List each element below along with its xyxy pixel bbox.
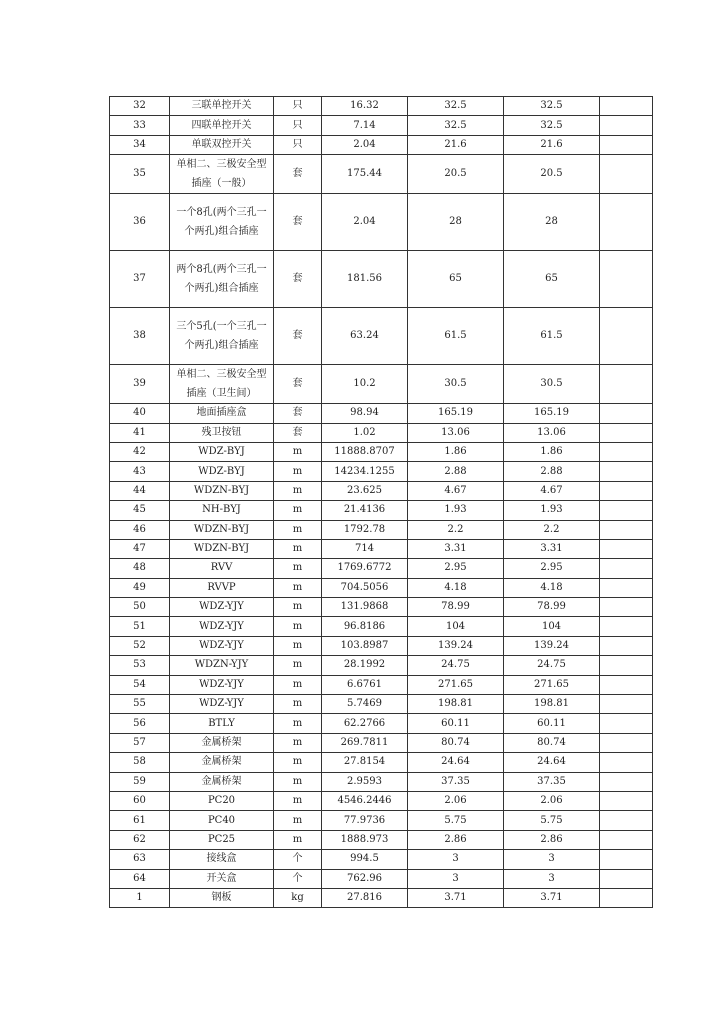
cell-item-name: 地面插座盒: [170, 404, 274, 423]
cell-item-name: WDZ-BYJ: [170, 462, 274, 481]
cell-quantity: 1792.78: [322, 520, 408, 539]
table-row: [110, 501, 653, 520]
cell-item-name: WDZ-YJY: [170, 695, 274, 714]
cell-number: 40: [110, 404, 170, 423]
cell-price-2: 3.71: [504, 888, 600, 907]
cell-unit-price: 2.06: [408, 791, 504, 810]
cell-item-name: 开关盒: [170, 869, 274, 888]
cell-unit: m: [274, 442, 322, 461]
cell-item-name: WDZ-YJY: [170, 617, 274, 636]
cell-price-2: 80.74: [504, 733, 600, 752]
cell-price-2: 65: [504, 251, 600, 308]
cell-item-name: WDZ-YJY: [170, 598, 274, 617]
cell-item-name: WDZ-BYJ: [170, 442, 274, 461]
cell-item-name: PC25: [170, 830, 274, 849]
cell-number: 46: [110, 520, 170, 539]
cell-number: 53: [110, 656, 170, 675]
cell-unit: 只: [274, 97, 322, 116]
table-row: [110, 135, 653, 154]
cell-quantity: 1.02: [322, 423, 408, 442]
cell-item-name: 钢板: [170, 888, 274, 907]
cell-quantity: 96.8186: [322, 617, 408, 636]
cell-number: 57: [110, 733, 170, 752]
cell-quantity: 2.9593: [322, 772, 408, 791]
cell-price-2: 32.5: [504, 116, 600, 135]
cell-unit-price: 60.11: [408, 714, 504, 733]
cell-price-2: 24.75: [504, 656, 600, 675]
table-row: [110, 194, 653, 251]
table-row: [110, 423, 653, 442]
cell-price-2: 60.11: [504, 714, 600, 733]
table-row: [110, 714, 653, 733]
cell-unit-price: 24.75: [408, 656, 504, 675]
cell-item-name: WDZN-BYJ: [170, 481, 274, 500]
table-row: [110, 598, 653, 617]
cell-unit: m: [274, 733, 322, 752]
table-row: [110, 520, 653, 539]
cell-number: 54: [110, 675, 170, 694]
cell-number: 39: [110, 365, 170, 404]
cell-number: 44: [110, 481, 170, 500]
cell-price-2: 3.31: [504, 539, 600, 558]
cell-price-2: 32.5: [504, 97, 600, 116]
cell-empty: [600, 135, 653, 154]
cell-number: 52: [110, 636, 170, 655]
cell-empty: [600, 850, 653, 869]
cell-price-2: 2.06: [504, 791, 600, 810]
table-row: [110, 617, 653, 636]
cell-number: 38: [110, 308, 170, 365]
cell-quantity: 994.5: [322, 850, 408, 869]
table-row: [110, 539, 653, 558]
cell-number: 48: [110, 559, 170, 578]
cell-price-2: 20.5: [504, 155, 600, 194]
cell-empty: [600, 404, 653, 423]
cell-item-name: PC40: [170, 811, 274, 830]
cell-unit: m: [274, 539, 322, 558]
cell-number: 59: [110, 772, 170, 791]
cell-item-name: 单相二、三极安全型插座（一般）: [170, 155, 274, 194]
cell-empty: [600, 501, 653, 520]
cell-unit-price: 21.6: [408, 135, 504, 154]
cell-empty: [600, 869, 653, 888]
cell-unit: m: [274, 617, 322, 636]
cell-unit-price: 4.18: [408, 578, 504, 597]
cell-item-name: 一个8孔(两个三孔一个两孔)组合插座: [170, 194, 274, 251]
cell-empty: [600, 695, 653, 714]
cell-quantity: 5.7469: [322, 695, 408, 714]
cell-number: 33: [110, 116, 170, 135]
cell-empty: [600, 811, 653, 830]
table-row: [110, 830, 653, 849]
cell-item-name: WDZN-YJY: [170, 656, 274, 675]
cell-unit-price: 139.24: [408, 636, 504, 655]
cell-unit: m: [274, 501, 322, 520]
cell-item-name: NH-BYJ: [170, 501, 274, 520]
cell-unit: m: [274, 675, 322, 694]
cell-item-name: WDZ-YJY: [170, 675, 274, 694]
cell-number: 45: [110, 501, 170, 520]
table-row: [110, 559, 653, 578]
cell-unit: 个: [274, 850, 322, 869]
table-row: [110, 811, 653, 830]
cell-item-name: WDZ-YJY: [170, 636, 274, 655]
cell-quantity: 27.8154: [322, 753, 408, 772]
cell-price-2: 2.86: [504, 830, 600, 849]
cell-unit-price: 2.95: [408, 559, 504, 578]
cell-unit-price: 37.35: [408, 772, 504, 791]
cell-number: 1: [110, 888, 170, 907]
cell-empty: [600, 772, 653, 791]
cell-quantity: 63.24: [322, 308, 408, 365]
cell-quantity: 16.32: [322, 97, 408, 116]
materials-table: [109, 96, 653, 908]
cell-quantity: 98.94: [322, 404, 408, 423]
cell-price-2: 24.64: [504, 753, 600, 772]
cell-unit-price: 1.93: [408, 501, 504, 520]
cell-price-2: 4.67: [504, 481, 600, 500]
cell-unit: 套: [274, 423, 322, 442]
cell-unit-price: 4.67: [408, 481, 504, 500]
cell-empty: [600, 791, 653, 810]
table-row: [110, 462, 653, 481]
cell-price-2: 198.81: [504, 695, 600, 714]
cell-unit: m: [274, 598, 322, 617]
table-row: [110, 578, 653, 597]
cell-unit: m: [274, 753, 322, 772]
cell-item-name: BTLY: [170, 714, 274, 733]
table-row: [110, 116, 653, 135]
cell-unit-price: 271.65: [408, 675, 504, 694]
cell-quantity: 4546.2446: [322, 791, 408, 810]
table-row: [110, 442, 653, 461]
cell-price-2: 3: [504, 869, 600, 888]
cell-item-name: 金属桥架: [170, 772, 274, 791]
table-row: [110, 481, 653, 500]
cell-unit-price: 30.5: [408, 365, 504, 404]
cell-number: 36: [110, 194, 170, 251]
cell-price-2: 21.6: [504, 135, 600, 154]
cell-quantity: 1888.973: [322, 830, 408, 849]
cell-empty: [600, 753, 653, 772]
cell-unit-price: 3: [408, 850, 504, 869]
cell-unit: 套: [274, 194, 322, 251]
cell-number: 41: [110, 423, 170, 442]
cell-quantity: 77.9736: [322, 811, 408, 830]
cell-unit-price: 198.81: [408, 695, 504, 714]
cell-price-2: 1.93: [504, 501, 600, 520]
cell-number: 60: [110, 791, 170, 810]
table-row: [110, 404, 653, 423]
cell-quantity: 14234.1255: [322, 462, 408, 481]
cell-number: 32: [110, 97, 170, 116]
table-row: [110, 675, 653, 694]
cell-unit-price: 165.19: [408, 404, 504, 423]
cell-unit: m: [274, 481, 322, 500]
cell-price-2: 61.5: [504, 308, 600, 365]
cell-unit-price: 2.86: [408, 830, 504, 849]
cell-empty: [600, 194, 653, 251]
cell-unit: kg: [274, 888, 322, 907]
cell-number: 51: [110, 617, 170, 636]
cell-empty: [600, 559, 653, 578]
cell-empty: [600, 656, 653, 675]
table-row: [110, 97, 653, 116]
cell-number: 58: [110, 753, 170, 772]
cell-unit: m: [274, 636, 322, 655]
cell-unit: 套: [274, 404, 322, 423]
cell-item-name: 单相二、三极安全型插座（卫生间）: [170, 365, 274, 404]
cell-unit-price: 1.86: [408, 442, 504, 461]
table-row: [110, 155, 653, 194]
cell-quantity: 714: [322, 539, 408, 558]
cell-unit: m: [274, 791, 322, 810]
cell-empty: [600, 539, 653, 558]
cell-unit: m: [274, 656, 322, 675]
cell-empty: [600, 365, 653, 404]
cell-item-name: 金属桥架: [170, 753, 274, 772]
cell-quantity: 1769.6772: [322, 559, 408, 578]
cell-unit-price: 24.64: [408, 753, 504, 772]
cell-number: 64: [110, 869, 170, 888]
cell-number: 50: [110, 598, 170, 617]
cell-number: 42: [110, 442, 170, 461]
cell-unit-price: 65: [408, 251, 504, 308]
cell-empty: [600, 308, 653, 365]
cell-unit: 个: [274, 869, 322, 888]
cell-empty: [600, 714, 653, 733]
cell-number: 63: [110, 850, 170, 869]
cell-unit-price: 2.88: [408, 462, 504, 481]
cell-number: 62: [110, 830, 170, 849]
cell-price-2: 1.86: [504, 442, 600, 461]
table-row: [110, 850, 653, 869]
cell-item-name: 三个5孔(一个三孔一个两孔)组合插座: [170, 308, 274, 365]
cell-unit: 套: [274, 308, 322, 365]
cell-unit: m: [274, 830, 322, 849]
cell-unit: m: [274, 714, 322, 733]
cell-quantity: 28.1992: [322, 656, 408, 675]
cell-quantity: 2.04: [322, 194, 408, 251]
cell-empty: [600, 442, 653, 461]
cell-unit: m: [274, 695, 322, 714]
cell-empty: [600, 251, 653, 308]
cell-quantity: 704.5056: [322, 578, 408, 597]
cell-quantity: 23.625: [322, 481, 408, 500]
cell-item-name: 四联单控开关: [170, 116, 274, 135]
cell-quantity: 6.6761: [322, 675, 408, 694]
cell-unit: m: [274, 520, 322, 539]
cell-price-2: 165.19: [504, 404, 600, 423]
cell-empty: [600, 116, 653, 135]
cell-price-2: 37.35: [504, 772, 600, 791]
cell-number: 43: [110, 462, 170, 481]
cell-unit-price: 3.31: [408, 539, 504, 558]
cell-number: 34: [110, 135, 170, 154]
table-row: [110, 656, 653, 675]
table-row: [110, 869, 653, 888]
cell-item-name: 残卫按钮: [170, 423, 274, 442]
cell-empty: [600, 97, 653, 116]
cell-unit-price: 32.5: [408, 116, 504, 135]
cell-item-name: 金属桥架: [170, 733, 274, 752]
cell-item-name: WDZN-BYJ: [170, 520, 274, 539]
cell-item-name: WDZN-BYJ: [170, 539, 274, 558]
cell-number: 49: [110, 578, 170, 597]
cell-item-name: RVVP: [170, 578, 274, 597]
cell-unit-price: 3.71: [408, 888, 504, 907]
cell-unit-price: 61.5: [408, 308, 504, 365]
cell-empty: [600, 598, 653, 617]
cell-quantity: 11888.8707: [322, 442, 408, 461]
table-row: [110, 791, 653, 810]
cell-price-2: 78.99: [504, 598, 600, 617]
cell-empty: [600, 888, 653, 907]
cell-unit-price: 28: [408, 194, 504, 251]
cell-item-name: 单联双控开关: [170, 135, 274, 154]
cell-quantity: 27.816: [322, 888, 408, 907]
cell-quantity: 181.56: [322, 251, 408, 308]
cell-item-name: 三联单控开关: [170, 97, 274, 116]
cell-quantity: 103.8987: [322, 636, 408, 655]
cell-unit: m: [274, 462, 322, 481]
cell-number: 35: [110, 155, 170, 194]
cell-price-2: 5.75: [504, 811, 600, 830]
table-row: [110, 772, 653, 791]
cell-quantity: 10.2: [322, 365, 408, 404]
table-row: [110, 251, 653, 308]
cell-unit: 套: [274, 365, 322, 404]
cell-unit: m: [274, 578, 322, 597]
cell-unit-price: 13.06: [408, 423, 504, 442]
cell-empty: [600, 617, 653, 636]
cell-unit-price: 78.99: [408, 598, 504, 617]
cell-unit: 套: [274, 251, 322, 308]
cell-unit: 只: [274, 135, 322, 154]
cell-empty: [600, 830, 653, 849]
cell-unit-price: 80.74: [408, 733, 504, 752]
cell-price-2: 104: [504, 617, 600, 636]
cell-price-2: 28: [504, 194, 600, 251]
cell-empty: [600, 636, 653, 655]
table-row: [110, 308, 653, 365]
cell-number: 56: [110, 714, 170, 733]
table-row: [110, 365, 653, 404]
cell-item-name: PC20: [170, 791, 274, 810]
cell-unit: 套: [274, 155, 322, 194]
cell-number: 37: [110, 251, 170, 308]
cell-quantity: 21.4136: [322, 501, 408, 520]
cell-number: 47: [110, 539, 170, 558]
cell-quantity: 269.7811: [322, 733, 408, 752]
cell-empty: [600, 462, 653, 481]
cell-empty: [600, 481, 653, 500]
cell-empty: [600, 155, 653, 194]
cell-unit-price: 5.75: [408, 811, 504, 830]
cell-price-2: 30.5: [504, 365, 600, 404]
cell-empty: [600, 520, 653, 539]
cell-quantity: 62.2766: [322, 714, 408, 733]
cell-item-name: 接线盒: [170, 850, 274, 869]
cell-unit: 只: [274, 116, 322, 135]
cell-price-2: 2.88: [504, 462, 600, 481]
cell-price-2: 2.2: [504, 520, 600, 539]
cell-number: 61: [110, 811, 170, 830]
cell-price-2: 13.06: [504, 423, 600, 442]
cell-number: 55: [110, 695, 170, 714]
table-row: [110, 888, 653, 907]
cell-quantity: 762.96: [322, 869, 408, 888]
table-row: [110, 636, 653, 655]
cell-unit-price: 104: [408, 617, 504, 636]
cell-price-2: 271.65: [504, 675, 600, 694]
table-row: [110, 695, 653, 714]
cell-empty: [600, 578, 653, 597]
cell-item-name: 两个8孔(两个三孔一个两孔)组合插座: [170, 251, 274, 308]
cell-quantity: 131.9868: [322, 598, 408, 617]
cell-empty: [600, 733, 653, 752]
cell-unit-price: 20.5: [408, 155, 504, 194]
cell-quantity: 175.44: [322, 155, 408, 194]
cell-quantity: 2.04: [322, 135, 408, 154]
table-row: [110, 733, 653, 752]
cell-quantity: 7.14: [322, 116, 408, 135]
cell-unit-price: 2.2: [408, 520, 504, 539]
table-row: [110, 753, 653, 772]
cell-empty: [600, 675, 653, 694]
cell-empty: [600, 423, 653, 442]
cell-price-2: 4.18: [504, 578, 600, 597]
table-body: [110, 97, 653, 908]
cell-unit: m: [274, 811, 322, 830]
cell-price-2: 3: [504, 850, 600, 869]
cell-item-name: RVV: [170, 559, 274, 578]
cell-unit: m: [274, 772, 322, 791]
cell-unit-price: 3: [408, 869, 504, 888]
cell-price-2: 139.24: [504, 636, 600, 655]
cell-unit-price: 32.5: [408, 97, 504, 116]
cell-price-2: 2.95: [504, 559, 600, 578]
cell-unit: m: [274, 559, 322, 578]
